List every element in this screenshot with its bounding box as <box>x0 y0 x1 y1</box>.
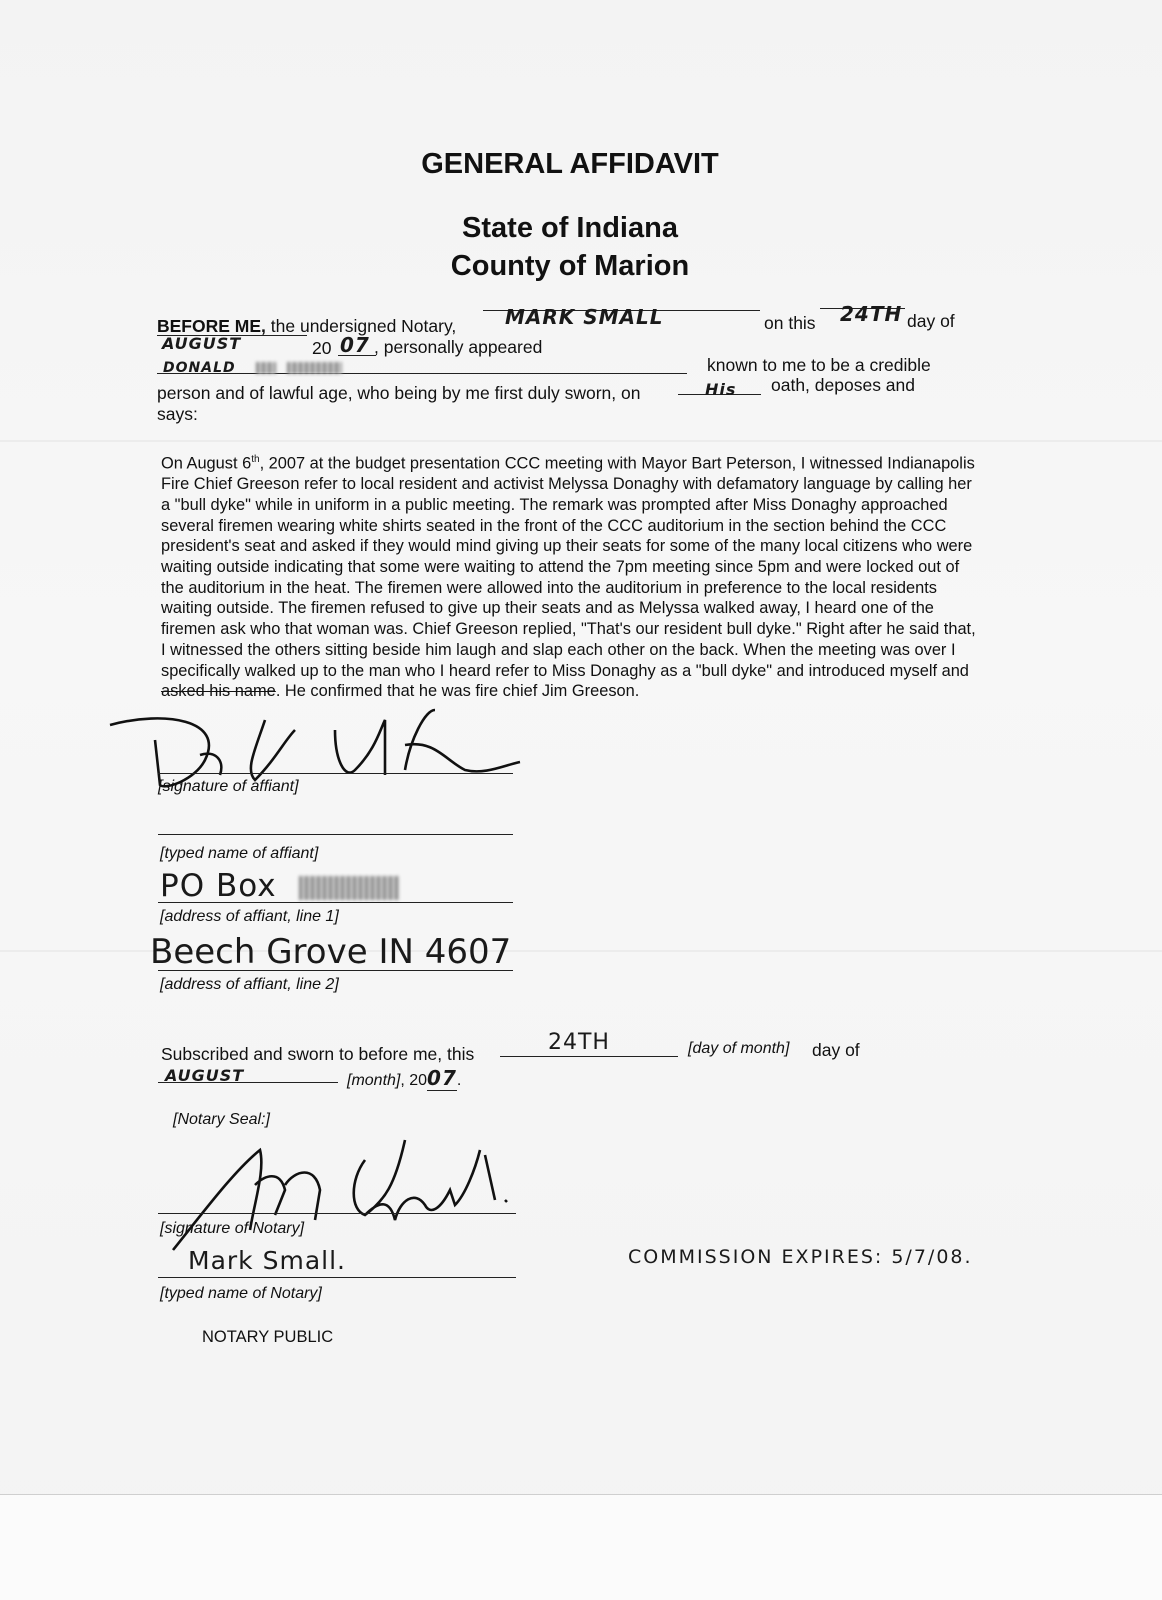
redacted-initial <box>256 362 276 374</box>
affiant-address-2-line <box>158 970 513 971</box>
year-handwritten: 07 <box>340 333 370 357</box>
affiant-address-2-handwritten: Beech Grove IN 4607 <box>150 932 512 972</box>
notary-typed-name-line <box>158 1277 516 1278</box>
statement-period: . <box>275 682 281 701</box>
jurat-day-handwritten: 24TH <box>548 1030 610 1055</box>
notary-signature <box>165 1130 535 1260</box>
affiant-signature-line <box>158 773 513 774</box>
jurat-day-of-text: day of <box>812 1040 860 1060</box>
notary-signature-line <box>158 1213 516 1214</box>
struck-text: asked his name <box>161 682 276 701</box>
before-me-label: BEFORE ME, <box>157 316 266 336</box>
affiant-address-2-label: [address of affiant, line 2] <box>160 976 339 993</box>
affiant-address-1-handwritten <box>160 868 399 904</box>
jurat-month-year <box>347 1066 461 1090</box>
month-label: [month] <box>347 1072 401 1089</box>
person-lawful-text: person and of lawful age, who being by me first duly sworn, on <box>157 383 641 403</box>
affiant-name-handwritten <box>163 360 342 376</box>
jurat-month-handwritten: AUGUST <box>165 1066 245 1085</box>
statement-ordinal: th <box>251 454 260 465</box>
says-text: says: <box>157 404 198 424</box>
redacted-surname <box>287 362 342 374</box>
scan-bottom-edge <box>0 1494 1162 1600</box>
intro-line-1 <box>157 316 456 336</box>
jurat-year-handwritten: 07 <box>427 1066 457 1090</box>
month-handwritten: AUGUST <box>162 334 242 353</box>
county-heading: County of Marion <box>450 250 690 282</box>
affiant-first-name: DONALD <box>163 360 236 376</box>
undersigned-text: the undersigned Notary, <box>270 316 457 336</box>
notary-public-label: NOTARY PUBLIC <box>202 1328 334 1346</box>
document-title: GENERAL AFFIDAVIT <box>421 148 719 180</box>
jurat-year-prefix: , 20 <box>400 1072 428 1089</box>
notary-typed-name-label: [typed name of Notary] <box>160 1285 322 1302</box>
pronoun-handwritten: His <box>705 380 737 399</box>
affiant-signature-label: [signature of affiant] <box>158 778 299 795</box>
affidavit-statement <box>161 450 981 702</box>
affiant-typed-name-label: [typed name of affiant] <box>160 845 319 862</box>
day-of-month-label: [day of month] <box>688 1040 790 1057</box>
oath-text: oath, deposes and <box>771 375 916 395</box>
statement-start: On August 6 <box>161 454 252 473</box>
day-of-text: day of <box>907 311 955 331</box>
notary-signature-label: [signature of Notary] <box>160 1220 305 1237</box>
personally-appeared-text: , personally appeared <box>374 337 543 357</box>
notary-name-handwritten: MARK SMALL <box>505 305 664 329</box>
affiant-address-1-label: [address of affiant, line 1] <box>160 908 339 925</box>
on-this-text: on this <box>764 313 816 333</box>
commission-expires-handwritten: COMMISSION EXPIRES: 5/7/08. <box>628 1246 973 1268</box>
jurat-year-end: . <box>456 1072 462 1089</box>
affiant-typed-name-line <box>158 834 513 835</box>
state-heading: State of Indiana <box>462 212 678 244</box>
statement-body: , 2007 at the budget presentation CCC meeting with Mayor Bart Peterson, I witnessed Indianapolis Fire Chief Greeson refer to local resident and activist Melyssa Donaghy with defamatory language by calling her a "bull dyke" while in uniform in a public meeting. The remark was prompted after Miss Donaghy approached several firemen wearing white shirts seated in the front of the CCC auditorium in the section behind the CCC president's seat and asked if they would mind giving up their seats for some of the many local citizens who were waiting outside indicating that some were waiting to attend the 7pm meeting since 5pm and were locked out of the auditorium in the heat. The firemen were allowed into the auditorium in preference to the local residents waiting outside. The firemen refused to give up their seats and as Melyssa walked away, I heard one of the firemen ask who that woman was. Chief Greeson replied, "That's our resident bull dyke." Right after he said that, I witnessed the others sitting beside him laugh and slap each other on the back. When the meeting was over I specifically walked up to the man who I heard refer to Miss Donaghy as a "bull dyke" and introduced myself and <box>161 454 976 680</box>
known-to-me-text: known to me to be a credible <box>707 355 931 375</box>
paper-fold <box>0 440 1162 442</box>
statement-end: He confirmed that he was fire chief Jim Greeson. <box>280 682 640 701</box>
day-handwritten: 24TH <box>840 302 903 326</box>
redacted-box-number <box>299 876 399 900</box>
notary-typed-name-handwritten: Mark Small. <box>188 1246 346 1275</box>
jurat-day-line <box>500 1056 678 1057</box>
po-box-text: PO Box <box>160 868 277 904</box>
year-prefix: 20 <box>312 338 332 358</box>
notary-seal-label: [Notary Seal:] <box>173 1111 270 1128</box>
affiant-address-1-line <box>158 902 513 903</box>
subscribed-text: Subscribed and sworn to before me, this <box>161 1044 475 1064</box>
